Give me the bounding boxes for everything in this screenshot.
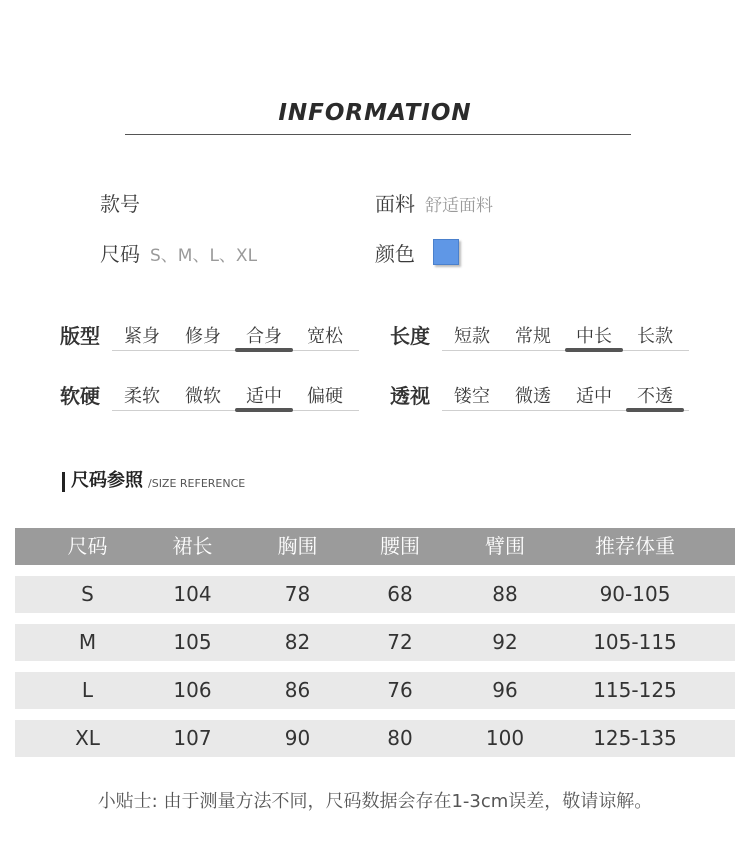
color-row [375, 238, 415, 267]
table-header-cell: 推荐体重 [595, 534, 675, 558]
measurement-tip: 小贴士: 由于测量方法不同，尺码数据会存在1-3cm误差，敬请谅解。 [97, 791, 653, 812]
table-cell: 76 [387, 678, 413, 702]
table-cell: 100 [485, 726, 525, 750]
table-cell: 82 [284, 630, 311, 654]
table-header-cell: 胸围 [277, 534, 318, 558]
fit-label: 版型 [60, 324, 100, 348]
table-cell: 96 [492, 678, 518, 702]
length-label: 长度 [390, 324, 430, 348]
sheerness-option: 微透 [515, 386, 551, 407]
table-cell: 107 [173, 726, 212, 750]
softness-options [112, 380, 359, 411]
table-cell: 105-115 [593, 630, 677, 654]
table-cell: 90 [284, 726, 311, 750]
size-reference-subtitle: /SIZE REFERENCE [148, 477, 246, 490]
softness-label: 软硬 [60, 384, 100, 408]
softness-option: 微软 [185, 386, 221, 407]
table-cell: 80 [387, 726, 413, 750]
length-option: 中长 [564, 322, 624, 348]
color-label: 颜色 [375, 242, 415, 266]
fit-options [112, 320, 359, 351]
table-cell: 90-105 [599, 582, 671, 606]
table-header-cell: 臂围 [485, 534, 525, 558]
style-number-row [100, 188, 150, 217]
table-cell: 72 [387, 630, 413, 654]
heading-bar [62, 472, 65, 492]
table-cell: 88 [492, 582, 518, 606]
fabric-label: 面料 [375, 192, 415, 216]
page-title: INFORMATION [278, 100, 472, 126]
softness-option: 偏硬 [307, 386, 343, 407]
color-swatch [433, 239, 459, 265]
fit-option: 合身 [234, 322, 294, 348]
fit-option: 紧身 [124, 326, 160, 347]
softness-option: 柔软 [124, 386, 160, 407]
table-header-cell: 尺码 [67, 534, 108, 558]
sheerness-option: 适中 [576, 386, 612, 407]
table-cell: 86 [284, 678, 311, 702]
table-header-row [15, 528, 735, 565]
table-cell: XL [75, 726, 100, 750]
table-cell: 115-125 [593, 678, 677, 702]
fabric-row [375, 188, 493, 217]
title-divider [125, 134, 631, 135]
size-label: 尺码 [100, 242, 140, 266]
style-number-label: 款号 [100, 192, 140, 216]
fit-option: 宽松 [307, 326, 343, 347]
softness-option: 适中 [234, 382, 294, 408]
table-cell: 78 [284, 582, 311, 606]
length-option: 常规 [515, 326, 551, 347]
table-header-cell: 腰围 [380, 534, 420, 558]
size-reference-heading [62, 470, 245, 492]
size-value: S、M、L、XL [150, 246, 258, 266]
size-row [100, 238, 257, 267]
table-cell: 106 [173, 678, 212, 702]
table-cell: L [81, 678, 94, 702]
table-header-cell: 裙长 [172, 534, 213, 558]
table-cell: 125-135 [593, 726, 677, 750]
table-row [15, 624, 735, 661]
length-options [442, 320, 689, 351]
table-cell: 105 [173, 630, 212, 654]
sheerness-options [442, 380, 689, 411]
table-row [15, 576, 735, 613]
sheerness-label: 透视 [390, 384, 430, 408]
table-cell: 68 [387, 582, 413, 606]
table-cell: 104 [173, 582, 212, 606]
table-row [15, 720, 735, 757]
sheerness-option: 不透 [625, 382, 685, 408]
table-cell: M [78, 630, 97, 654]
table-cell: S [81, 582, 94, 606]
length-option: 短款 [454, 326, 490, 347]
table-cell: 92 [492, 630, 518, 654]
size-reference-title: 尺码参照 [71, 470, 143, 491]
sheerness-option: 镂空 [454, 386, 490, 407]
fit-option: 修身 [185, 326, 221, 347]
length-option: 长款 [637, 326, 673, 347]
fabric-value: 舒适面料 [425, 196, 493, 216]
table-row [15, 672, 735, 709]
